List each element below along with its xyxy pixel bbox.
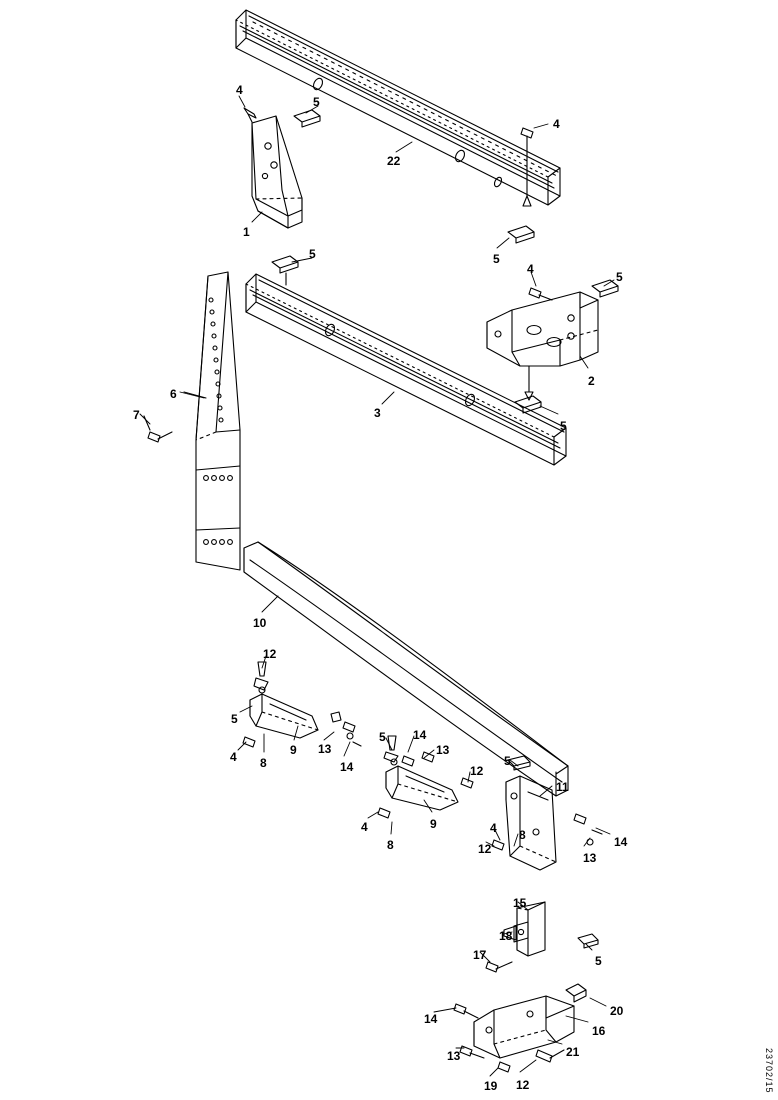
fastener-group-left xyxy=(243,712,361,747)
callout-20: 20 xyxy=(610,1004,624,1018)
callout-2: 2 xyxy=(588,374,595,388)
callout-12: 12 xyxy=(263,647,277,661)
callout-4: 4 xyxy=(361,820,368,834)
fastener-4-upper-left xyxy=(244,108,256,122)
callout-1: 1 xyxy=(243,225,250,239)
callout-5: 5 xyxy=(379,730,386,744)
washer-5-second-rail xyxy=(272,256,298,285)
callout-13: 13 xyxy=(436,743,450,757)
callout-5: 5 xyxy=(313,95,320,109)
callout-12: 12 xyxy=(516,1078,530,1092)
part-bracket-center-9 xyxy=(378,736,473,818)
callout-3: 3 xyxy=(374,406,381,420)
fastener-4-bracket-2 xyxy=(529,288,552,300)
callout-14: 14 xyxy=(614,835,628,849)
drawing-number: 23702/15 xyxy=(764,1048,774,1094)
callout-14: 14 xyxy=(340,760,354,774)
callout-5: 5 xyxy=(595,954,602,968)
callout-8: 8 xyxy=(387,838,394,852)
callout-14: 14 xyxy=(424,1012,438,1026)
fastener-7 xyxy=(144,416,172,442)
callout-19: 19 xyxy=(484,1079,498,1093)
callout-5: 5 xyxy=(616,270,623,284)
callout-13: 13 xyxy=(447,1049,461,1063)
callout-6: 6 xyxy=(170,387,177,401)
fastener-17 xyxy=(486,962,512,972)
callout-8: 8 xyxy=(519,828,526,842)
fastener-4-top-right xyxy=(521,128,533,206)
callout-10: 10 xyxy=(253,616,267,630)
callout-4: 4 xyxy=(527,262,534,276)
callout-16: 16 xyxy=(592,1024,606,1038)
callout-5: 5 xyxy=(493,252,500,266)
part-curved-beam xyxy=(244,542,568,796)
panel-perforations xyxy=(204,298,233,544)
callout-18: 18 xyxy=(499,929,513,943)
callout-12: 12 xyxy=(478,842,492,856)
leader-6 xyxy=(184,392,206,398)
part-bracket-1 xyxy=(252,116,302,228)
callout-11: 11 xyxy=(556,780,569,794)
washer-5-top-right xyxy=(508,226,534,243)
part-second-rail xyxy=(246,274,566,465)
callout-13: 13 xyxy=(318,742,332,756)
callout-22: 22 xyxy=(387,154,401,168)
fastener-arrow-bracket-2 xyxy=(525,366,533,400)
part-top-rail xyxy=(236,10,560,205)
part-bracket-left-9 xyxy=(250,662,318,738)
callout-4: 4 xyxy=(553,117,560,131)
callout-5: 5 xyxy=(231,712,238,726)
callout-9: 9 xyxy=(290,743,297,757)
callout-8: 8 xyxy=(260,756,267,770)
callout-7: 7 xyxy=(133,408,140,422)
callout-5: 5 xyxy=(504,754,511,768)
callout-4: 4 xyxy=(490,821,497,835)
callout-9: 9 xyxy=(430,817,437,831)
callout-15: 15 xyxy=(513,896,527,910)
part-tall-panel xyxy=(196,272,240,570)
callout-5: 5 xyxy=(309,247,316,261)
callout-17: 17 xyxy=(473,948,487,962)
callout-14: 14 xyxy=(413,728,427,742)
washer-5-bracket-2 xyxy=(592,280,618,297)
callout-4: 4 xyxy=(236,83,243,97)
callout-4: 4 xyxy=(230,750,237,764)
part-bracket-2 xyxy=(487,292,598,366)
callout-21: 21 xyxy=(566,1045,580,1059)
leader-lines xyxy=(140,96,614,1076)
callout-13: 13 xyxy=(583,851,597,865)
callout-5: 5 xyxy=(560,419,567,433)
callout-12: 12 xyxy=(470,764,484,778)
